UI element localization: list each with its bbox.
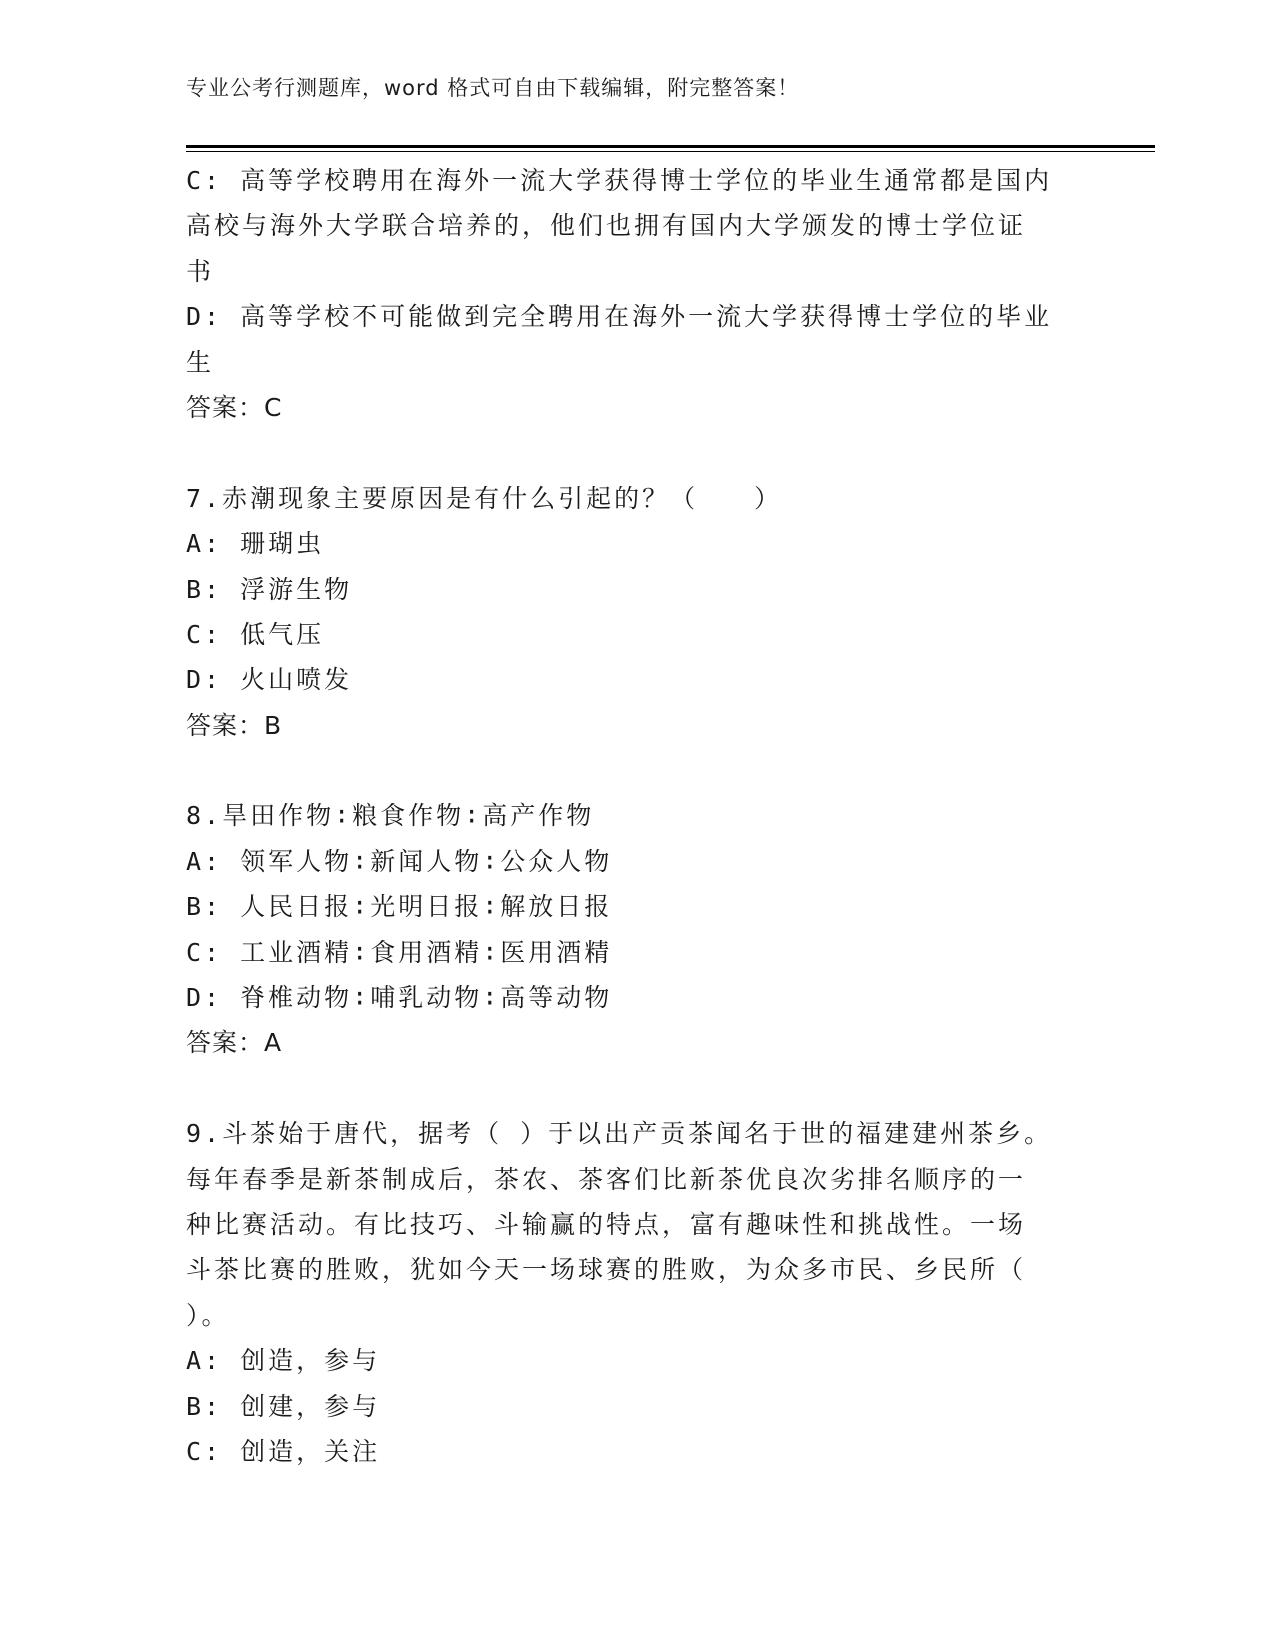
question-stem-line: ）。	[186, 1300, 230, 1330]
question-stem-line: 种比赛活动。有比技巧、斗输赢的特点，富有趣味性和挑战性。一场	[186, 1209, 1027, 1239]
option-c: C: 创造，关注	[186, 1436, 381, 1466]
answer-label: 答案：B	[186, 710, 283, 740]
header-rule-thick	[186, 145, 1155, 148]
document-body	[186, 158, 1086, 1474]
option-a: A: 珊瑚虫	[186, 529, 325, 559]
option-c-line: 高校与海外大学联合培养的，他们也拥有国内大学颁发的博士学位证	[186, 211, 1027, 241]
page-header: 专业公考行测题库，word 格式可自由下载编辑，附完整答案！	[186, 76, 800, 100]
question-stem-line: 9.斗茶始于唐代，据考（ ）于以出产贡茶闻名于世的福建建州茶乡。	[186, 1119, 1053, 1149]
header-rule-thin	[186, 151, 1155, 152]
spacer	[186, 1066, 1086, 1111]
answer-label: 答案：C	[186, 392, 283, 422]
question-stem: 8.旱田作物∶粮食作物∶高产作物	[186, 801, 595, 831]
option-c-line: C: 高等学校聘用在海外一流大学获得博士学位的毕业生通常都是国内	[186, 166, 1053, 195]
question-8	[186, 793, 1086, 1065]
question-stem-line: 斗茶比赛的胜败，犹如今天一场球赛的胜败，为众多市民、乡民所（	[186, 1255, 1027, 1285]
option-b: B: 浮游生物	[186, 574, 353, 604]
option-d: D: 脊椎动物∶哺乳动物∶高等动物	[186, 983, 613, 1013]
option-c: C: 低气压	[186, 619, 325, 649]
option-b: B: 创建，参与	[186, 1391, 381, 1421]
option-c: C: 工业酒精∶食用酒精∶医用酒精	[186, 937, 613, 967]
option-d-line: 生	[186, 347, 215, 377]
answer-label: 答案：A	[186, 1028, 283, 1058]
question-stem-line: 每年春季是新茶制成后，茶农、茶客们比新茶优良次劣排名顺序的一	[186, 1164, 1027, 1194]
option-d: D: 火山喷发	[186, 665, 353, 695]
question-stem: 7.赤潮现象主要原因是有什么引起的？（ ）	[186, 483, 783, 513]
spacer	[186, 430, 1086, 475]
option-a: A: 领军人物∶新闻人物∶公众人物	[186, 846, 613, 876]
option-b: B: 人民日报∶光明日报∶解放日报	[186, 892, 613, 922]
question-9	[186, 1111, 1086, 1474]
option-a: A: 创造，参与	[186, 1346, 381, 1376]
prev-question-tail	[186, 158, 1086, 430]
question-7	[186, 476, 1086, 748]
option-c-line: 书	[186, 256, 215, 286]
option-d-line: D: 高等学校不可能做到完全聘用在海外一流大学获得博士学位的毕业	[186, 302, 1053, 332]
spacer	[186, 748, 1086, 793]
